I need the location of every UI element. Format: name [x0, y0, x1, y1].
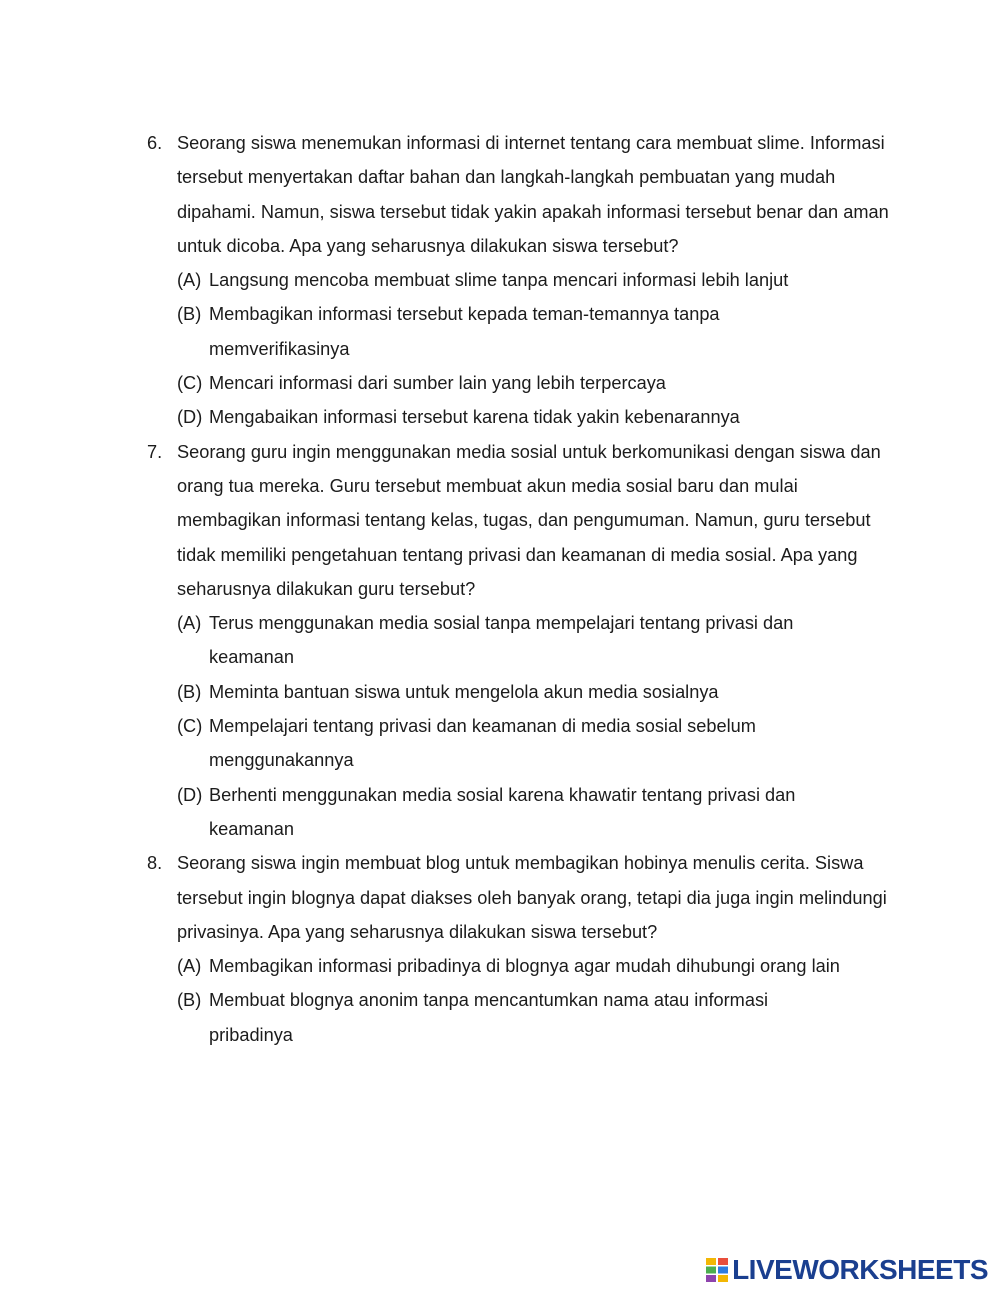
option-label: (C)	[177, 373, 203, 394]
option-label: (B)	[177, 681, 202, 702]
option-6d	[177, 400, 897, 434]
question-text: Seorang siswa menemukan informasi di internet tentang cara membuat slime. Informasi tersebut menyertakan daftar bahan dan langkah-langkah pembuatan yang mudah dipahami. Namun, siswa tersebut tidak yakin apakah informasi tersebut benar dan aman untuk dicoba. Apa yang seharusnya dilakukan siswa tersebut?	[177, 133, 889, 256]
question-number: 7.	[147, 441, 163, 462]
option-label: (B)	[177, 990, 202, 1011]
option-text: Membagikan informasi pribadinya di blognya agar mudah dihubungi orang lain	[209, 956, 840, 977]
question-number: 6.	[147, 133, 163, 153]
option-6b	[177, 297, 897, 366]
option-6c	[177, 366, 897, 400]
question-text: Seorang guru ingin menggunakan media sosial untuk berkomunikasi dengan siswa dan orang tua mereka. Guru tersebut membuat akun media sosial baru dan mulai membagikan informasi tentang kelas, tugas, dan pengumuman. Namun, guru tersebut tidak memiliki pengetahuan tentang privasi dan keamanan di media sosial. Apa yang seharusnya dilakukan guru tersebut?	[177, 441, 881, 599]
question-text: Seorang siswa ingin membuat blog untuk membagikan hobinya menulis cerita. Siswa tersebut ingin blognya dapat diakses oleh banyak orang, tetapi dia juga ingin melindungi privasinya. Apa yang seharusnya dilakukan siswa tersebut?	[177, 853, 887, 942]
options-7	[177, 606, 897, 846]
option-text: Mengabaikan informasi tersebut karena tidak yakin kebenarannya	[209, 407, 740, 428]
option-label: (A)	[177, 270, 202, 291]
option-text: Terus menggunakan media sosial tanpa mempelajari tentang privasi dan keamanan	[209, 613, 794, 668]
option-text: Membuat blognya anonim tanpa mencantumkan nama atau informasi pribadinya	[209, 990, 769, 1045]
liveworksheets-logo-icon	[706, 1258, 728, 1282]
question-8	[147, 846, 897, 949]
question-7	[147, 435, 897, 606]
option-7c	[177, 709, 897, 778]
option-8a	[177, 949, 897, 983]
option-label: (D)	[177, 407, 203, 428]
option-text: Mempelajari tentang privasi dan keamanan di media sosial sebelum menggunakannya	[209, 716, 756, 771]
option-text: Meminta bantuan siswa untuk mengelola akun media sosialnya	[209, 681, 719, 702]
option-text: Mencari informasi dari sumber lain yang lebih terpercaya	[209, 373, 666, 394]
option-7a	[177, 606, 897, 675]
question-number: 8.	[147, 853, 163, 874]
option-label: (A)	[177, 956, 202, 977]
option-label: (D)	[177, 784, 203, 805]
question-list	[147, 126, 897, 1052]
option-text: Membagikan informasi tersebut kepada teman-temannya tanpa memverifikasinya	[209, 304, 720, 359]
option-text: Berhenti menggunakan media sosial karena khawatir tentang privasi dan keamanan	[209, 784, 796, 839]
option-7b	[177, 675, 897, 709]
option-7d	[177, 778, 897, 847]
option-label: (C)	[177, 716, 203, 737]
options-8	[177, 949, 897, 1052]
option-label: (A)	[177, 613, 202, 634]
liveworksheets-logo	[706, 1256, 988, 1284]
question-6	[147, 126, 897, 263]
option-text: Langsung mencoba membuat slime tanpa mencari informasi lebih lanjut	[209, 270, 789, 291]
option-label: (B)	[177, 304, 202, 325]
options-6	[177, 263, 897, 434]
logo-text: LIVEWORKSHEETS	[732, 1254, 988, 1285]
option-8b	[177, 983, 897, 1052]
option-6a	[177, 263, 897, 297]
